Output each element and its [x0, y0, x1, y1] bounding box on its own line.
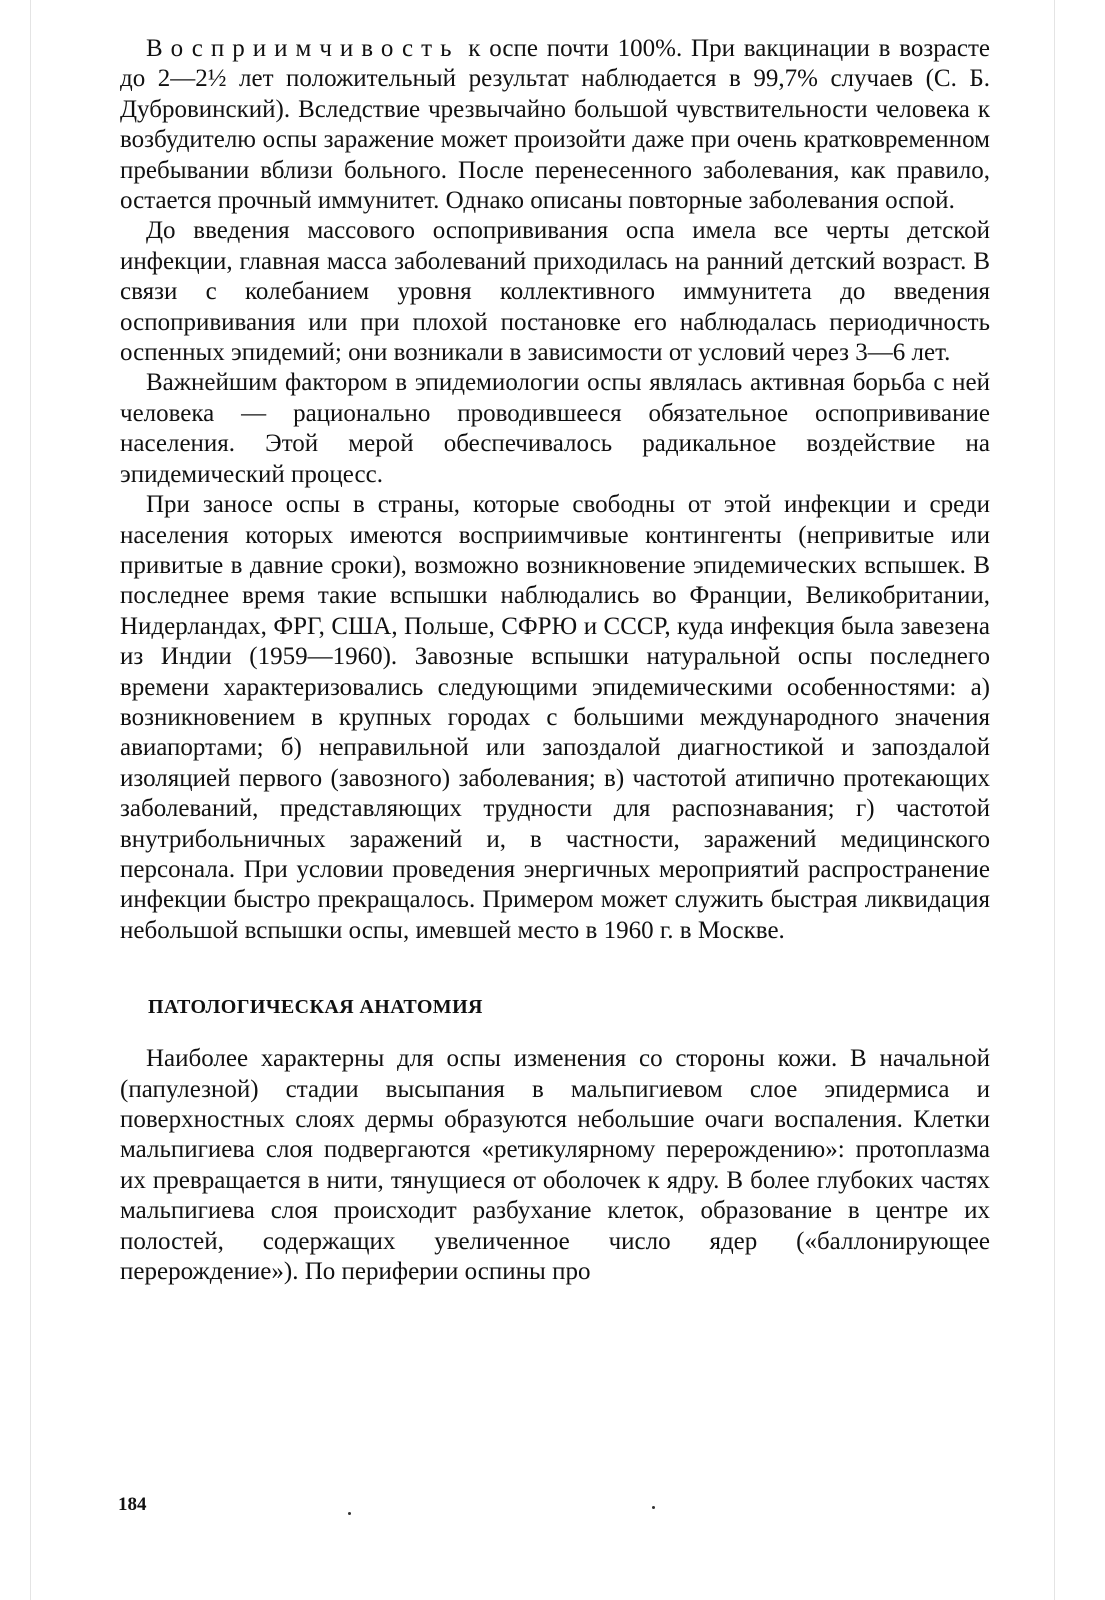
page-number: 184 [118, 1494, 147, 1515]
page-body [120, 34, 990, 1287]
paragraph-imported-outbreaks: При заносе оспы в страны, которые свободны от этой инфекции и среди населения которых имеются восприимчивые контингенты (непривитые или привитые в давние сроки), возможно возникновение эпидемических вспышек. В последнее время такие вспышки наблюдались во Франции, Великобритании, Нидерландах, ФРГ, США, Польше, СФРЮ и СССР, куда инфекция была завезена из Индии (1959—1960). Завозные вспышки натуральной оспы последнего времени характеризовались следующими эпидемическими особенностями: а) возникновением в крупных городах с большими международного значения авиапортами; б) неправильной или запоздалой диагностикой и запоздалой изоляцией первого (завозного) заболевания; в) частотой атипично протекающих заболеваний, представляющих трудности для распознавания; г) частотой внутрибольничных заражений и, в частности, заражений медицинского персонала. При условии проведения энергичных мероприятий распространение инфекции быстро прекращалось. Примером может служить быстрая ликвидация небольшой вспышки оспы, имевшей место в 1960 г. в Москве. [120, 491, 990, 944]
paragraph-vaccination: Важнейшим фактором в эпидемиологии оспы являлась активная борьба с ней человека — рационально проводившееся обязательное оспопрививание населения. Этой мерой обеспечивалось радикальное воздействие на эпидемический процесс. [120, 369, 990, 488]
paragraph-text: к оспе почти 100%. При вакцинации в возрасте до 2—2½ лет положительный результат наблюдается в 99,7% случаев (С. Б. Дубровинский). Вследствие чрезвычайно большой чувствительности человека к возбудителю оспы заражение может произойти даже при очень кратковременном пребывании вблизи больного. После перенесенного заболевания, как правило, остается прочный иммунитет. Однако описаны повторные заболевания оспой. [120, 35, 990, 215]
page-edge-right [1054, 0, 1055, 1600]
print-speck [348, 1512, 351, 1515]
page-edge-left [30, 0, 31, 1600]
paragraph-susceptibility [120, 34, 990, 216]
section-heading: ПАТОЛОГИЧЕСКАЯ АНАТОМИЯ [148, 996, 483, 1019]
lead-term: Восприимчивость [146, 35, 460, 62]
paragraph-pathology: Наиболее характерны для оспы изменения со стороны кожи. В начальной (папулезной) стадии высыпания в мальпигиевом слое эпидермиса и поверхностных слоях дермы образуются небольшие очаги воспаления. Клетки мальпигиева слоя подвергаются «ретикулярному перерождению»: протоплазма их превращается в нити, тянущиеся от оболочек к ядру. В более глубоких частях мальпигиева слоя происходит разбухание клеток, образование в центре их полостей, содержащих увеличенное число ядер («баллонирующее перерождение»). По периферии оспины про [120, 1045, 990, 1286]
paragraph-childhood-infection: До введения массового оспопрививания оспа имела все черты детской инфекции, главная масса заболеваний приходилась на ранний детский возраст. В связи с колебанием уровня коллективного иммунитета до введения оспопрививания или при плохой постановке его наблюдалась периодичность оспенных эпидемий; они возникали в зависимости от условий через 3—6 лет. [120, 217, 990, 367]
print-speck [652, 1506, 655, 1509]
